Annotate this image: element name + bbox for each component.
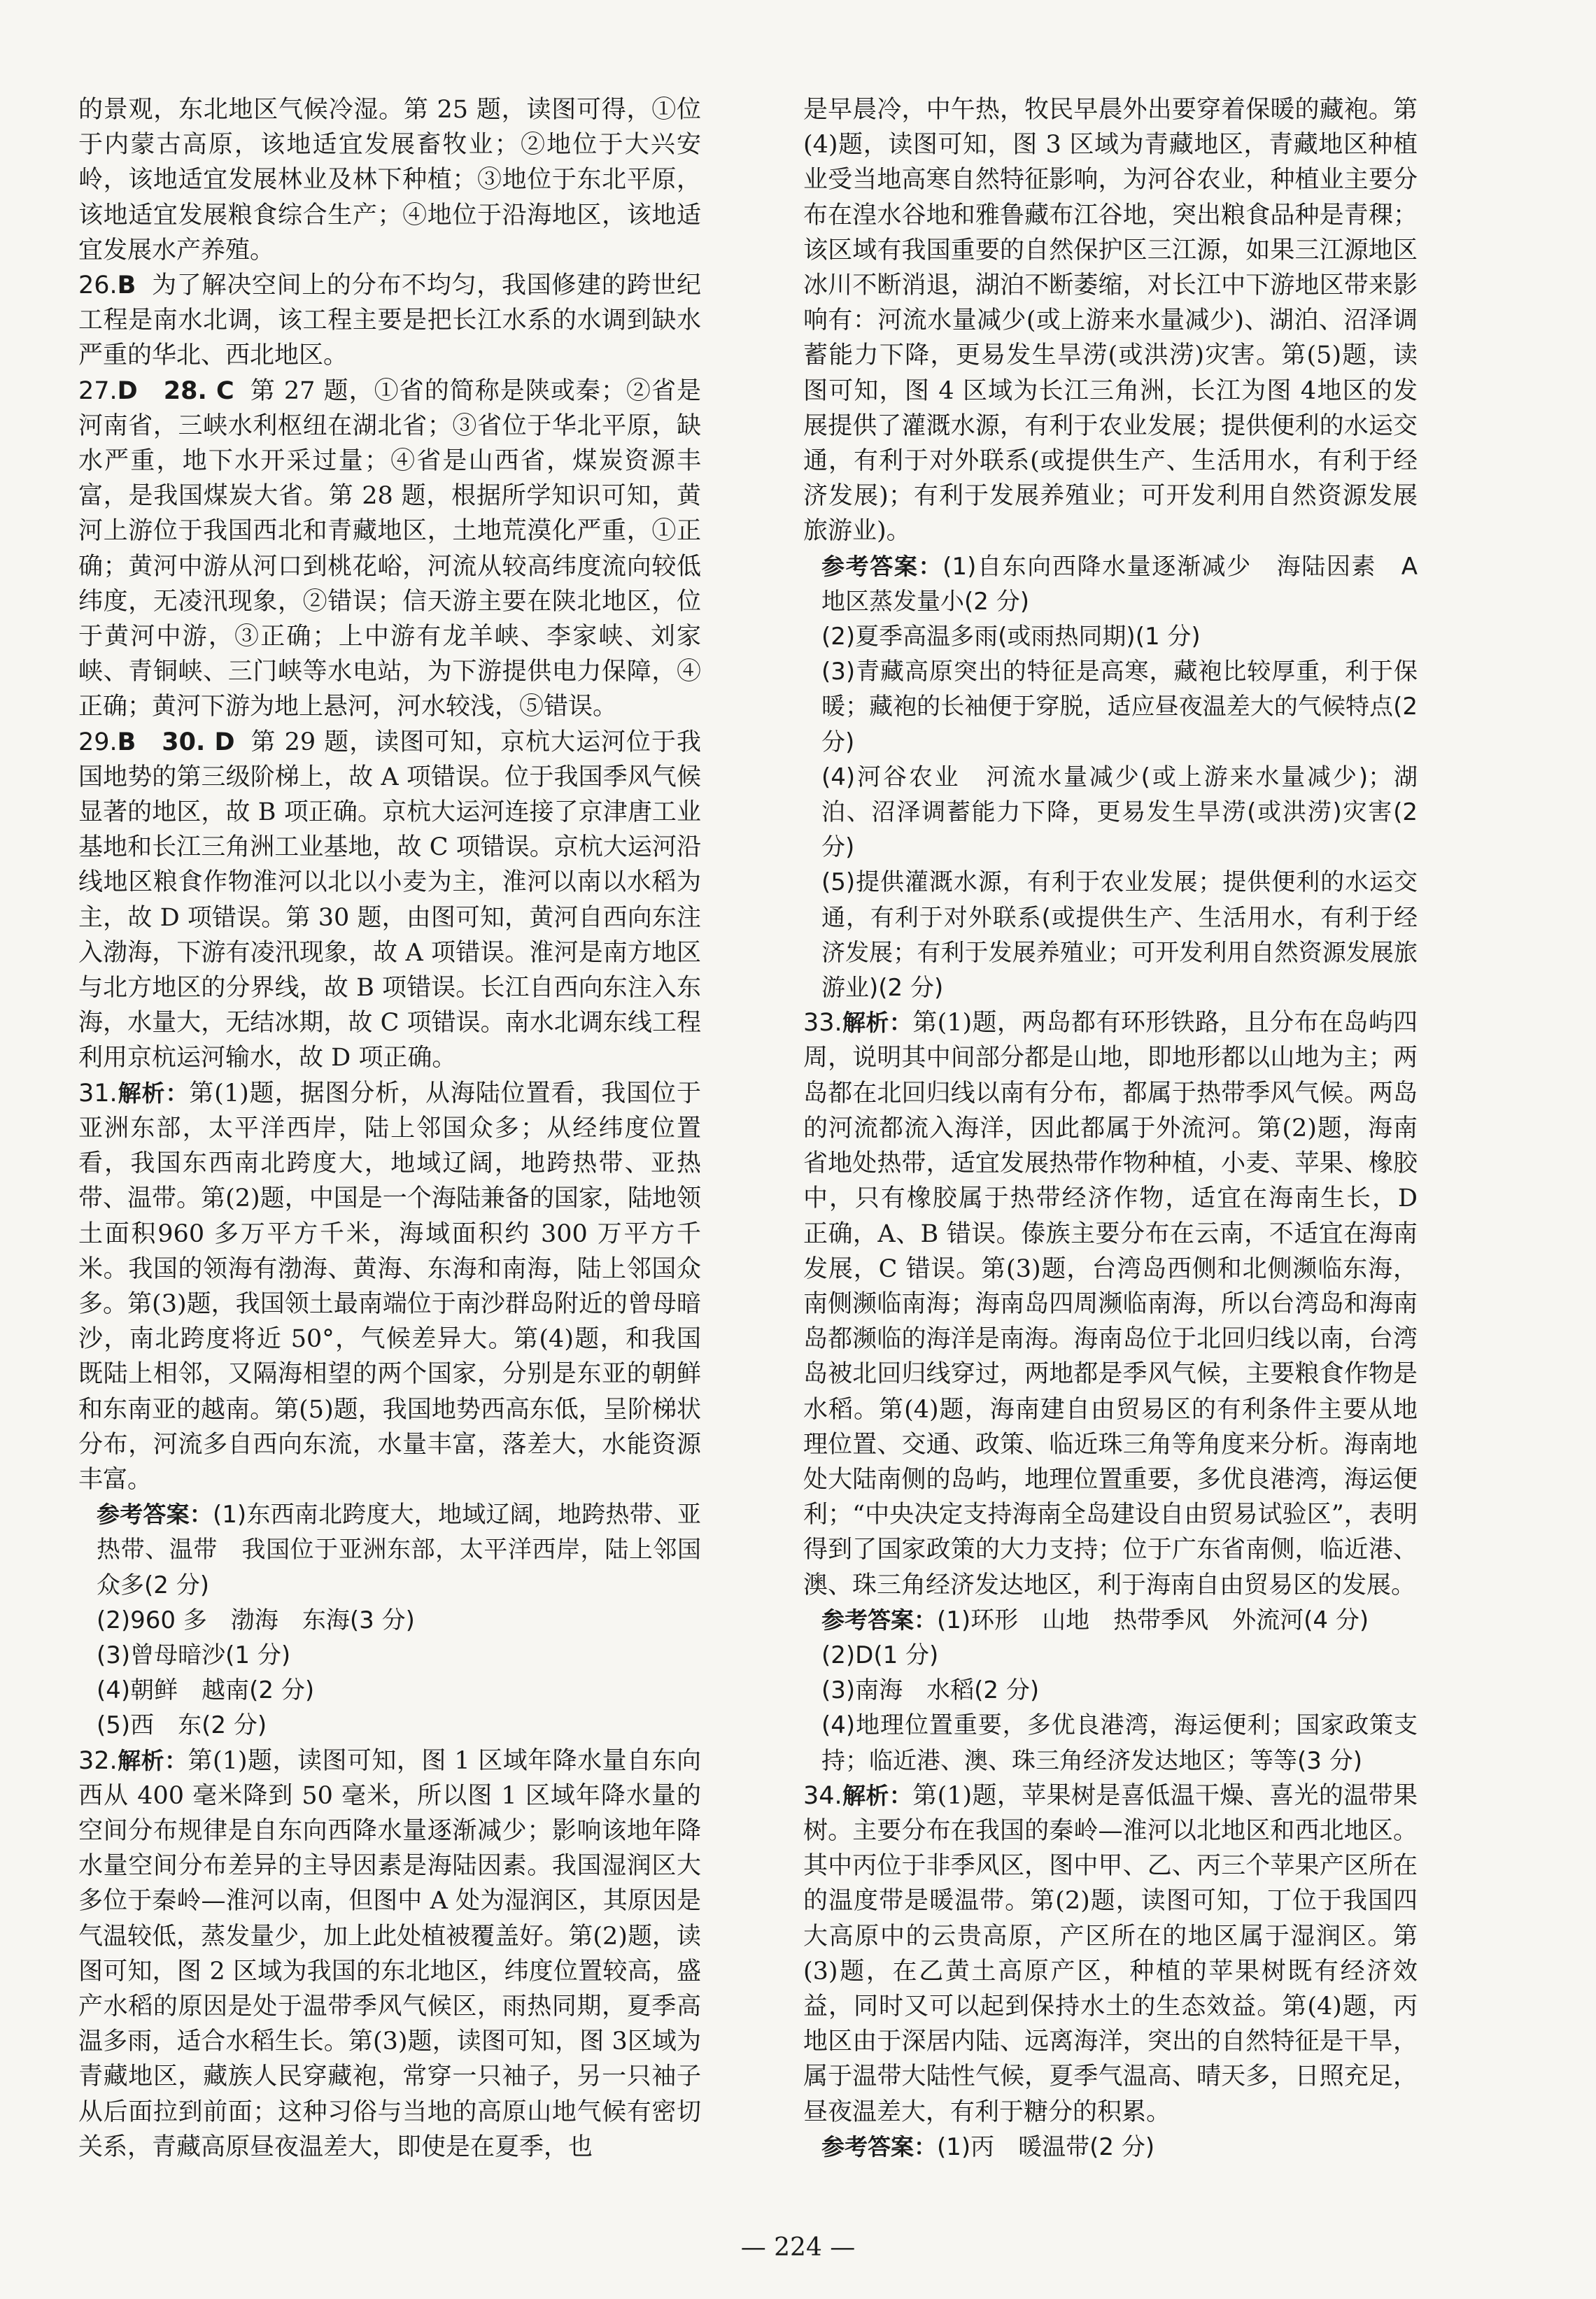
- question-number: 26.: [78, 271, 118, 300]
- answer-text: (4)朝鲜 越南(2 分): [97, 1676, 315, 1705]
- choice-answer: D 28. C: [117, 376, 234, 405]
- answer-text: (2)D(1 分): [821, 1641, 939, 1669]
- answer-line: [803, 760, 1418, 865]
- answer-line: [803, 1708, 1418, 1778]
- explanation-text: 第(1)题，两岛都有环形铁路，且分布在岛屿四周，说明其中间部分都是山地，即地形都以山地为主；两岛都在北回归线以南有分布，都属于热带季风气候。两岛的河流都流入海洋，因此都属于外流河。第(2)题，海南省地处热带，适宜发展热带作物种植，小麦、苹果、橡胶中，只有橡胶属于热带经济作物，适宜在海南生长，D 正确，A、B 错误。傣族主要分布在云南，不适宜在海南发展，C 错误。第(3)题，台湾岛西侧和北侧濒临东海，南侧濒临南海；海南岛四周濒临南海，所以台湾岛和海南岛都濒临的海洋是南海。海南岛位于北回归线以南，台湾岛被北回归线穿过，两地都是季风气候，主要粮食作物是水稻。第(4)题，海南建自由贸易区的有利条件主要从地理位置、交通、政策、临近珠三角等角度来分析。海南地处大陆南侧的岛屿，地理位置重要，多优良港湾，海运便利；“中央决定支持海南全岛建设自由贸易试验区”，表明得到了国家政策的大力支持；位于广东省南侧，临近港、澳、珠三角经济发达地区，利于海南自由贸易区的发展。: [803, 1009, 1418, 1599]
- explanation-text: 第(1)题，苹果树是喜低温干燥、喜光的温带果树。主要分布在我国的秦岭—淮河以北地区和西北地区。其中丙位于非季风区，图中甲、乙、丙三个苹果产区所在的温度带是暖温带。第(2)题，读图可知，丁位于我国四大高原中的云贵高原，产区所在的地区属于湿润区。第(3)题，在乙黄土高原产区，种植的苹果树既有经济效益，同时又可以起到保持水土的生态效益。第(4)题，丙地区由于深居内陆、远离海洋，突出的自然特征是干旱，属于温带大陆性气候，夏季气温高、晴天多，日照充足，昼夜温差大，有利于糖分的积累。: [803, 1781, 1418, 2126]
- answer-line: [78, 1708, 701, 1743]
- explanation-paragraph: [78, 268, 701, 374]
- answer-line: [803, 654, 1418, 760]
- explanation-text: 的景观，东北地区气候冷湿。第 25 题，读图可得，①位于内蒙古高原，该地适宜发展畜牧业；②地位于大兴安岭，该地适宜发展林业及林下种植；③地位于东北平原，该地适宜发展粮食综合生产；④地位于沿海地区，该地适宜发展水产养殖。: [78, 96, 701, 264]
- answer-line: [78, 1673, 701, 1708]
- choice-answer: B 30. D: [117, 728, 235, 756]
- explanation-paragraph: [803, 92, 1418, 549]
- answer-text: (1)丙 暖温带(2 分): [937, 2132, 1155, 2161]
- question-number: 31.: [78, 1079, 118, 1108]
- answer-line: [803, 1673, 1418, 1708]
- answer-text: (2)960 多 渤海 东海(3 分): [97, 1606, 415, 1634]
- question-number: 33.: [803, 1009, 842, 1038]
- answer-line: [803, 619, 1418, 654]
- analysis-label: 解析：: [117, 1746, 188, 1774]
- explanation-text: 为了解决空间上的分布不均匀，我国修建的跨世纪工程是南水北调，该工程主要是把长江水系的水调到缺水严重的华北、西北地区。: [78, 271, 701, 370]
- answer-text: (3)青藏高原突出的特征是高寒，藏袍比较厚重，利于保暖；藏袍的长袖便于穿脱，适应昼夜温差大的气候特点(2 分): [821, 658, 1418, 756]
- right-column: [803, 92, 1418, 2165]
- analysis-label: 解析：: [842, 1781, 913, 1809]
- question-number: 29.: [78, 728, 118, 756]
- page-number: — 224 —: [740, 2233, 856, 2262]
- explanation-paragraph: [803, 1778, 1418, 2130]
- answer-text: (3)南海 水稻(2 分): [821, 1676, 1040, 1705]
- explanation-text: 第(1)题，读图可知，图 1 区域年降水量自东向西从 400 毫米降到 50 毫米，所以图 1 区域年降水量的空间分布规律是自东向西降水量逐渐减少；影响该地年降水量空间分布差异的主导因素是海陆因素。我国湿润区大多位于秦岭—淮河以南，但图中 A 处为湿润区，其原因是气温较低，蒸发量少，加上此处植被覆盖好。第(2)题，读图可知，图 2 区域为我国的东北地区，纬度位置较高，盛产水稻的原因是处于温带季风气候区，雨热同期，夏季高温多雨，适合水稻生长。第(3)题，读图可知，图 3区域为青藏地区，藏族人民穿藏袍，常穿一只袖子，另一只袖子从后面拉到前面；这种习俗与当地的高原山地气候有密切关系，青藏高原昼夜温差大，即使是在夏季，也: [78, 1746, 701, 2161]
- answer-line: [803, 865, 1418, 1005]
- explanation-text: 是早晨冷，中午热，牧民早晨外出要穿着保暖的藏袍。第(4)题，读图可知，图 3 区域为青藏地区，青藏地区种植业受当地高寒自然特征影响，为河谷农业，种植业主要分布在湟水谷地和雅鲁藏布江谷地，突出粮食品种是青稞；该区域有我国重要的自然保护区三江源，如果三江源地区冰川不断消退，湖泊不断萎缩，对长江中下游地区带来影响有：河流水量减少(或上游来水量减少)、湖泊、沼泽调蓄能力下降，更易发生旱涝(或洪涝)灾害。第(5)题，读图可知，图 4 区域为长江三角洲，长江为图 4地区的发展提供了灌溉水源，有利于农业发展；提供便利的水运交通，有利于对外联系(或提供生产、生活用水，有利于经济发展)；有利于发展养殖业；可开发利用自然资源发展旅游业)。: [803, 96, 1418, 546]
- explanation-text: 第 29 题，读图可知，京杭大运河位于我国地势的第三级阶梯上，故 A 项错误。位于我国季风气候显著的地区，故 B 项正确。京杭大运河连接了京津唐工业基地和长江三角洲工业基地，故 C 项错误。京杭大运河沿线地区粮食作物淮河以北以小麦为主，淮河以南以水稻为主，故 D 项错误。第 30 题，由图可知，黄河自西向东注入渤海，下游有凌汛现象，故 A 项错误。淮河是南方地区与北方地区的分界线，故 B 项错误。长江自西向东注入东海，水量大，无结冰期，故 C 项错误。南水北调东线工程利用京杭运河输水，故 D 项正确。: [78, 728, 702, 1073]
- explanation-paragraph: [803, 1005, 1418, 1602]
- answer-text: (4)地理位置重要，多优良港湾，海运便利；国家政策支持；临近港、澳、珠三角经济发达地区；等等(3 分): [821, 1711, 1418, 1775]
- answer-text: (1)东西南北跨度大，地域辽阔，地跨热带、亚热带、温带 我国位于亚洲东部，太平洋西岸，陆上邻国众多(2 分): [97, 1501, 701, 1599]
- answer-line: [803, 1638, 1418, 1673]
- explanation-paragraph: [78, 1076, 701, 1497]
- choice-answer: B: [117, 271, 136, 300]
- question-number: 27.: [78, 376, 118, 405]
- explanation-paragraph: [78, 374, 701, 725]
- answer-label: 参考答案：: [821, 2132, 937, 2160]
- question-number: 34.: [803, 1781, 842, 1810]
- answer-text: (1)环形 山地 热带季风 外流河(4 分): [937, 1606, 1369, 1634]
- answer-line: [803, 549, 1418, 619]
- explanation-paragraph: [78, 92, 701, 268]
- answer-text: (5)西 东(2 分): [97, 1711, 267, 1740]
- explanation-paragraph: [78, 1743, 701, 2165]
- analysis-label: 解析：: [117, 1079, 190, 1107]
- answer-text: (1)自东向西降水量逐渐减少 海陆因素 A 地区蒸发量小(2 分): [821, 552, 1418, 616]
- answer-line: [78, 1497, 701, 1603]
- explanation-text: 第 27 题，①省的简称是陕或秦；②省是河南省，三峡水利枢纽在湖北省；③省位于华北平原，缺水严重，地下水开采过量；④省是山西省，煤炭资源丰富，是我国煤炭大省。第 28 题，根据所学知识可知，黄河上游位于我国西北和青藏地区，土地荒漠化严重，①正确；黄河中游从河口到桃花峪，河流从较高纬度流向较低纬度，无凌汛现象，②错误；信天游主要在陕北地区，位于黄河中游，③正确；上中游有龙羊峡、李家峡、刘家峡、青铜峡、三门峡等水电站，为下游提供电力保障，④正确；黄河下游为地上悬河，河水较浅，⑤错误。: [78, 376, 701, 721]
- answer-label: 参考答案：: [821, 1606, 937, 1634]
- answer-line: [803, 2130, 1418, 2165]
- answer-line: [78, 1603, 701, 1638]
- answer-line: [803, 1603, 1418, 1638]
- analysis-label: 解析：: [842, 1009, 913, 1037]
- answer-label: 参考答案：: [821, 552, 943, 580]
- answer-label: 参考答案：: [97, 1501, 213, 1529]
- answer-line: [78, 1638, 701, 1673]
- answer-text: (2)夏季高温多雨(或雨热同期)(1 分): [821, 623, 1201, 651]
- explanation-paragraph: [78, 725, 701, 1076]
- answer-text: (4)河谷农业 河流水量减少(或上游来水量减少)；湖泊、沼泽调蓄能力下降，更易发生旱涝(或洪涝)灾害(2 分): [821, 763, 1418, 862]
- answer-text: (5)提供灌溉水源，有利于农业发展；提供便利的水运交通，有利于对外联系(或提供生产、生活用水，有利于经济发展；有利于发展养殖业；可开发利用自然资源发展旅游业)(2 分): [821, 868, 1418, 1003]
- question-number: 32.: [78, 1746, 118, 1775]
- explanation-text: 第(1)题，据图分析，从海陆位置看，我国位于亚洲东部，太平洋西岸，陆上邻国众多；从经纬度位置看，我国东西南北跨度大，地域辽阔，地跨热带、亚热带、温带。第(2)题，中国是一个海陆兼备的国家，陆地领土面积960 多万平方千米，海域面积约 300 万平方千米。我国的领海有渤海、黄海、东海和南海，陆上邻国众多。第(3)题，我国领土最南端位于南沙群岛附近的曾母暗沙，南北跨度将近 50°，气候差异大。第(4)题，和我国既陆上相邻，又隔海相望的两个国家，分别是东亚的朝鲜和东南亚的越南。第(5)题，我国地势西高东低，呈阶梯状分布，河流多自西向东流，水量丰富，落差大，水能资源丰富。: [78, 1079, 701, 1494]
- answer-text: (3)曾母暗沙(1 分): [97, 1641, 291, 1669]
- left-column: [78, 92, 701, 2165]
